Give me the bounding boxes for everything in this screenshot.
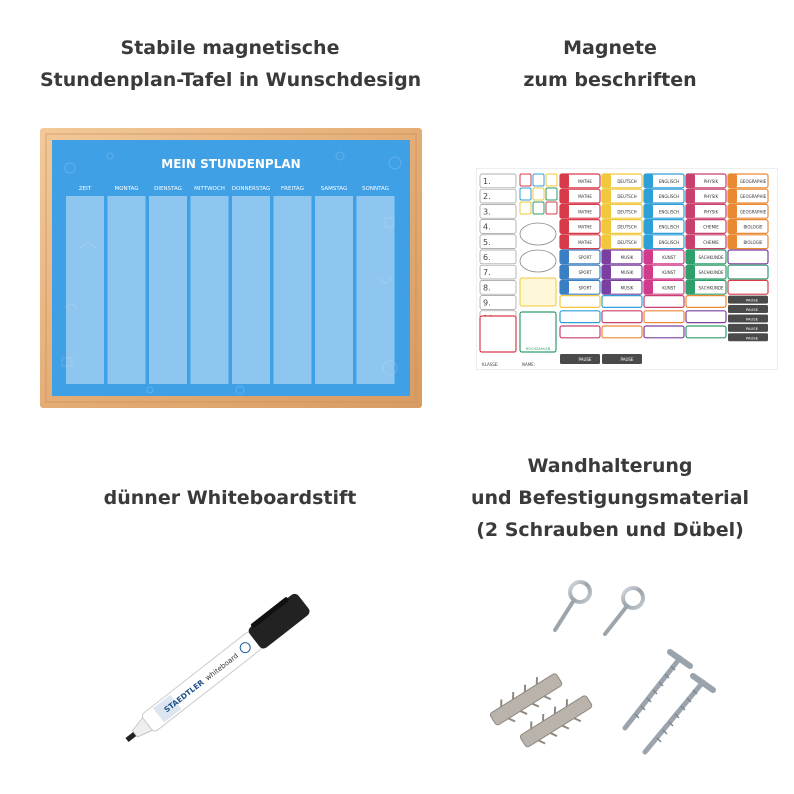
timetable-board (40, 128, 422, 408)
pause-label: PAUSE (578, 357, 592, 362)
subject-label: PHYSIK (703, 209, 719, 215)
blank-magnet (560, 296, 600, 308)
day-label: MITTWOCH (194, 186, 225, 192)
day-label: DONNERSTAG (231, 186, 271, 192)
subject-label: SACHKUNDE (698, 285, 724, 291)
blank-magnet (686, 326, 726, 338)
icon-magnet (546, 188, 557, 200)
subject-label: DEUTSCH (617, 239, 637, 245)
pause-label: PAUSE (620, 357, 634, 362)
icon-magnet (546, 202, 557, 214)
day-column (66, 196, 104, 384)
subject-label: SACHKUNDE (698, 255, 724, 260)
subject-label: DEUTSCH (617, 194, 637, 200)
subject-label: MUSIK (620, 285, 634, 291)
day-column (149, 196, 187, 384)
day-column (315, 196, 353, 384)
marker-brand: STAEDTLER (162, 677, 206, 715)
caption-mounting (440, 450, 780, 546)
blank-magnet (560, 311, 600, 323)
subject-label: PHYSIK (703, 194, 719, 200)
blank-magnet (686, 311, 726, 323)
subject-label: MATHE (578, 179, 592, 184)
subject-label: CHEMIE (703, 239, 719, 245)
icon-magnet (520, 174, 531, 186)
speech-bubble-magnet (520, 223, 556, 245)
icon-magnet (520, 202, 531, 214)
blank-magnet (728, 250, 768, 264)
blank-magnet (560, 326, 600, 338)
caption-line: dünner Whiteboardstift (103, 487, 357, 509)
magnet-sheet (476, 168, 778, 370)
subject-label: SACHKUNDE (698, 270, 724, 276)
subject-label: BIOLOGIE (743, 239, 763, 245)
blank-magnet (602, 311, 642, 323)
subject-label: SPORT (578, 285, 592, 291)
icon-magnet (520, 188, 531, 200)
subject-label: ENGLISCH (658, 179, 680, 184)
subject-label: MATHE (578, 194, 592, 200)
period-number: 5. (483, 237, 491, 247)
caption-line: (2 Schrauben und Dübel) (476, 519, 744, 541)
day-column (108, 196, 146, 384)
subject-label: ENGLISCH (658, 194, 680, 200)
day-label: MONTAG (114, 186, 139, 192)
period-number: 2. (483, 192, 491, 202)
pause-label: PAUSE (745, 316, 759, 322)
period-number: 1. (483, 177, 491, 186)
blank-magnet (686, 296, 726, 308)
caption-line: Wandhalterung (527, 455, 693, 477)
subject-label: BIOLOGIE (743, 224, 763, 230)
eye-hook-2 (605, 588, 643, 634)
period-number: 4. (483, 222, 491, 232)
day-column (274, 196, 312, 384)
caption-line: Stabile magnetische (120, 37, 340, 59)
pause-label: PAUSE (745, 307, 759, 313)
day-label: SAMSTAG (320, 186, 348, 192)
subject-label: GEOGRAPHIE (739, 194, 767, 200)
subject-label: SPORT (578, 270, 592, 276)
subject-label: GEOGRAPHIE (739, 209, 767, 215)
footer-label: KLASSE: (482, 362, 499, 367)
day-label: SONNTAG (362, 186, 389, 192)
whiteboard-marker (115, 550, 345, 750)
subject-label: CHEMIE (703, 224, 719, 230)
subject-label: DEUTSCH (617, 224, 637, 230)
board-surface (52, 140, 410, 396)
subject-label: ENGLISCH (658, 224, 680, 230)
mounting-hardware-graphic (485, 570, 725, 760)
day-column (191, 196, 229, 384)
subject-label: MATHE (578, 224, 592, 230)
period-number: 7. (483, 268, 491, 278)
board-title: MEIN STUNDENPLAN (161, 157, 301, 171)
subject-label: ENGLISCH (658, 239, 680, 245)
subject-label: MUSIK (620, 270, 634, 276)
caption-magnets (440, 32, 780, 96)
day-label: ZEIT (78, 186, 92, 192)
subject-label: DEUTSCH (617, 209, 637, 215)
caption-line: Magnete (563, 37, 657, 59)
icon-magnet (546, 174, 557, 186)
eye-hook-1 (555, 582, 590, 630)
pause-label: PAUSE (745, 297, 759, 303)
icon-magnet (533, 174, 544, 186)
day-column (232, 196, 270, 384)
footer-label: NAME: (522, 362, 536, 367)
subject-label: MATHE (578, 239, 592, 245)
period-number: 9. (483, 298, 491, 308)
icon-magnet (533, 202, 544, 214)
subject-label: MATHE (578, 209, 592, 215)
blank-magnet (644, 296, 684, 308)
subject-label: GEOGRAPHIE (739, 179, 767, 184)
caption-line: und Befestigungsmaterial (470, 487, 750, 509)
blank-magnet (644, 311, 684, 323)
note-magnet (520, 278, 556, 306)
day-label: DIENSTAG (154, 186, 182, 192)
small-label: HOCHZAHLEN (525, 347, 551, 351)
icon-magnet (533, 188, 544, 200)
subject-label: MUSIK (620, 255, 634, 260)
subject-label: PHYSIK (703, 179, 719, 184)
caption-board (40, 32, 420, 96)
screw-1 (625, 652, 690, 728)
caption-marker (40, 482, 420, 514)
note-magnet (520, 312, 556, 352)
marker-product: whiteboard (203, 651, 240, 683)
subject-label: KUNST (662, 285, 676, 291)
period-number: 8. (483, 283, 491, 293)
speech-bubble-magnet (520, 250, 556, 272)
day-column (357, 196, 395, 384)
period-number: 3. (483, 207, 491, 217)
caption-line: Stundenplan-Tafel in Wunschdesign (40, 69, 422, 91)
subject-label: KUNST (662, 270, 676, 276)
pause-label: PAUSE (745, 325, 759, 331)
subject-label: KUNST (662, 255, 676, 260)
blank-magnet (728, 280, 768, 294)
caption-line: zum beschriften (523, 69, 697, 91)
blank-magnet (602, 326, 642, 338)
magnet-sheet-graphic (476, 168, 778, 370)
mounting-hardware (485, 570, 725, 760)
note-magnet (480, 316, 516, 352)
timetable-board-graphic (40, 128, 422, 408)
period-number: 6. (483, 253, 491, 262)
subject-label: DEUTSCH (617, 179, 637, 184)
day-label: FREITAG (281, 186, 304, 192)
blank-magnet (728, 265, 768, 279)
pause-label: PAUSE (745, 335, 759, 341)
subject-label: ENGLISCH (658, 209, 680, 215)
blank-magnet (602, 296, 642, 308)
whiteboard-marker-graphic (115, 550, 345, 750)
blank-magnet (644, 326, 684, 338)
subject-label: SPORT (578, 255, 592, 260)
